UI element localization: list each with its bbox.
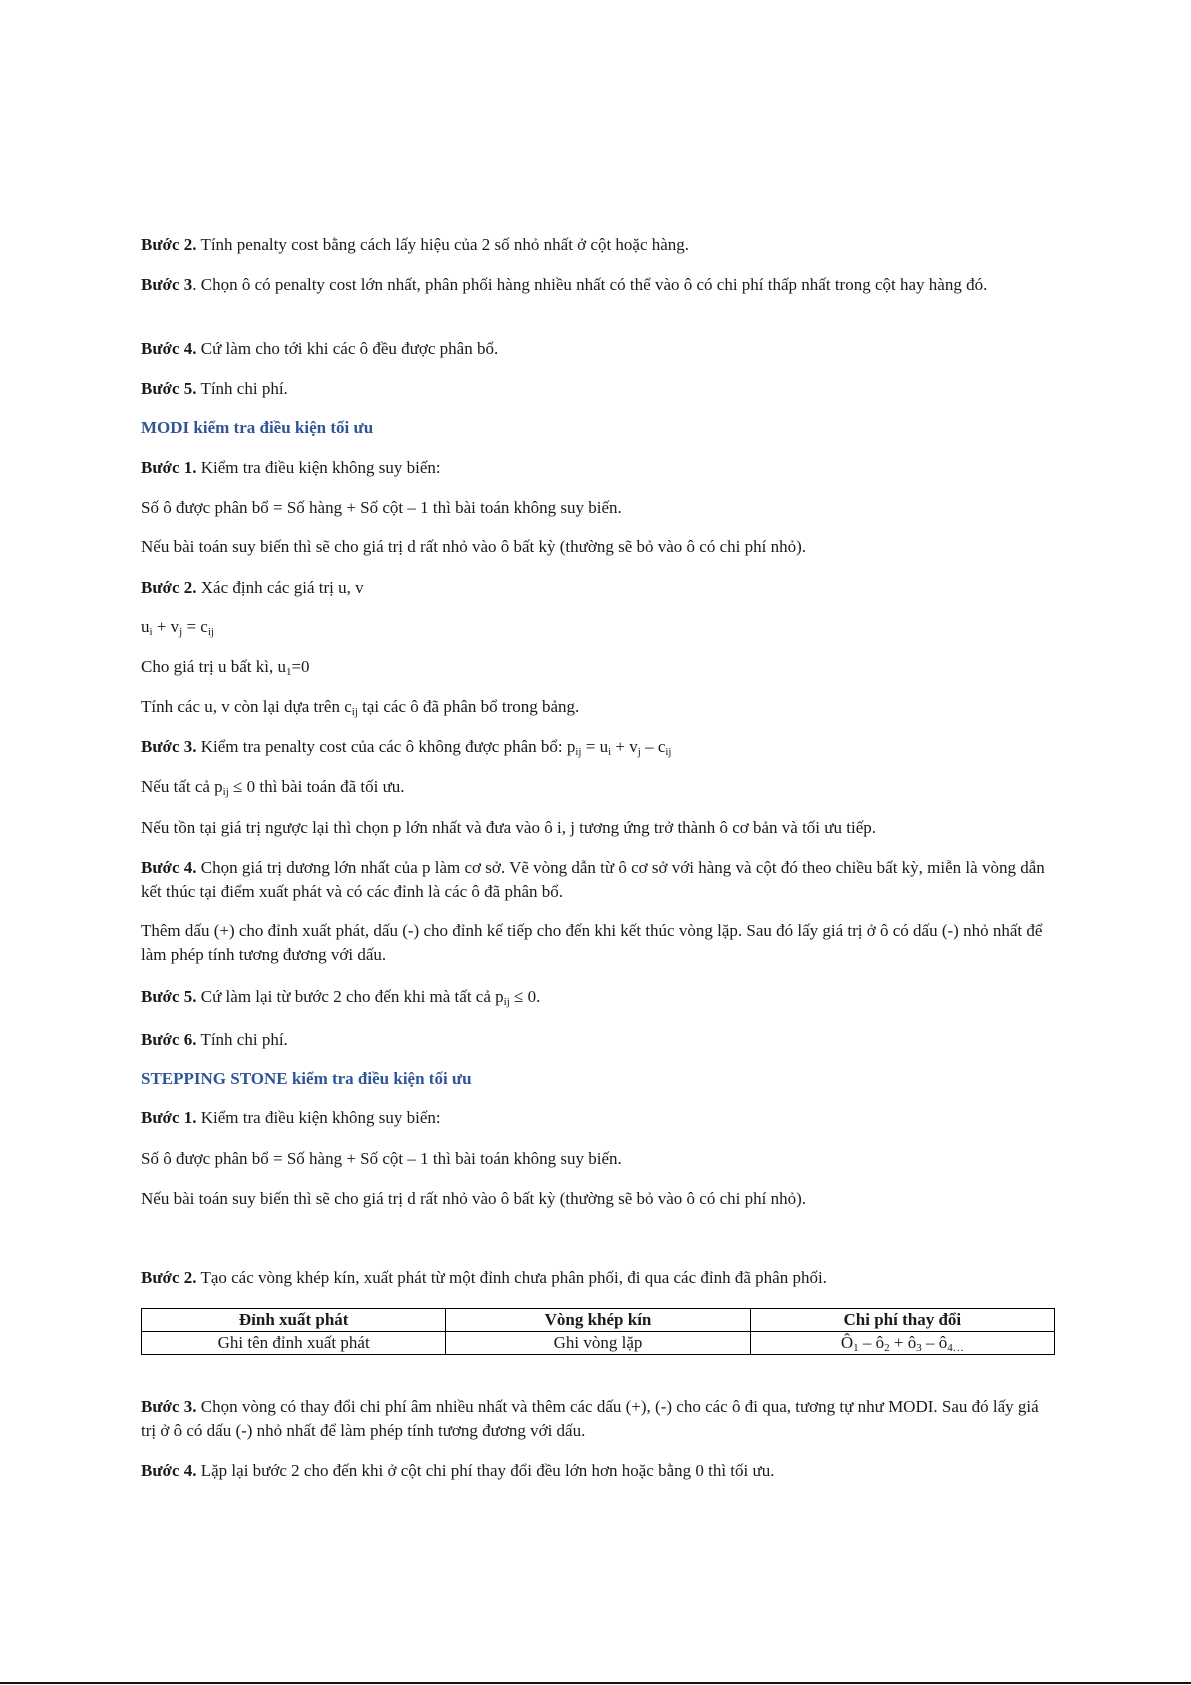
modi-step-1 [141, 456, 1055, 480]
stepping-step-3 [141, 1395, 1055, 1443]
modi-step-5 [141, 985, 1055, 1009]
step-label: Bước 4. [141, 1461, 197, 1480]
subscript: 1 [853, 1342, 859, 1355]
subscript: 1 [285, 666, 292, 678]
step-text: Chọn vòng có thay đổi chi phí âm nhiều nhất và thêm các dấu (+), (-) cho các ô đi qua, tương tự như MODI. Sau đó lấy giá trị ở ô có dấu (-) nhỏ nhất để làm phép tính tương đương với dấu. [141, 1397, 1039, 1440]
text: ≤ 0 thì bài toán đã tối ưu. [228, 777, 405, 796]
subscript: j [637, 746, 641, 758]
step-label: Bước 2. [141, 235, 197, 254]
text: ≤ 0. [509, 987, 541, 1006]
modi-exists: Nếu tồn tại giá trị ngược lại thì chọn p lớn nhất và đưa vào ô i, j tương ứng trở thành ô cơ bản và tối ưu tiếp. [141, 818, 876, 837]
subscript: 2 [884, 1342, 890, 1355]
modi-degenerate-rule: Nếu bài toán suy biến thì sẽ cho giá trị d rất nhỏ vào ô bất kỳ (thường sẽ bỏ vào ô có chi phí nhỏ). [141, 537, 807, 556]
step-label: Bước 1. [141, 458, 197, 477]
modi-compute-uv [141, 695, 1055, 719]
subscript: ij [575, 746, 582, 758]
text: tại các ô đã phân bổ trong bảng. [357, 697, 580, 716]
subscript: ij [503, 996, 510, 1008]
step-text: Cứ làm lại từ bước 2 cho đến khi mà tất cả p [196, 987, 504, 1006]
step-text: Tính chi phí. [196, 1030, 288, 1049]
stepping-step-1 [141, 1106, 1055, 1130]
step-label: Bước 3. [141, 737, 197, 756]
stepping-count-rule: Số ô được phân bổ = Số hàng + Số cột – 1 thì bài toán không suy biến. [141, 1149, 622, 1168]
step-text: Tính chi phí. [196, 379, 288, 398]
stepping-degenerate-rule: Nếu bài toán suy biến thì sẽ cho giá trị d rất nhỏ vào ô bất kỳ (thường sẽ bỏ vào ô có chi phí nhỏ). [141, 1189, 807, 1208]
step-text: Cứ làm cho tới khi các ô đều được phân bổ. [196, 339, 499, 358]
step-text: Lặp lại bước 2 cho đến khi ở cột chi phí thay đổi đều lớn hơn hoặc bằng 0 thì tối ưu. [196, 1461, 775, 1480]
step-label: Bước 5. [141, 987, 197, 1006]
formula-part: + v [152, 617, 180, 636]
step-text: Tạo các vòng khép kín, xuất phát từ một đỉnh chưa phân phối, đi qua các đỉnh đã phân phối. [196, 1268, 827, 1287]
stepping-table [141, 1308, 1055, 1355]
cell-cost-change [750, 1332, 1054, 1355]
step-text: Tính penalty cost bằng cách lấy hiệu của 2 số nhỏ nhất ở cột hoặc hàng. [196, 235, 690, 254]
step-text: Kiểm tra điều kiện không suy biến: [196, 1108, 441, 1127]
step-text: . Chọn ô có penalty cost lớn nhất, phân phối hàng nhiều nhất có thể vào ô có chi phí thấp nhất trong cột hay hàng đó. [192, 275, 988, 294]
header-closed-loop: Vòng khép kín [446, 1309, 750, 1332]
step-label: Bước 4. [141, 858, 197, 877]
vam-step-2 [141, 233, 1055, 257]
text: Tính các u, v còn lại dựa trên c [141, 697, 352, 716]
subscript: i [608, 746, 612, 758]
modi-choose-u [141, 655, 1055, 679]
modi-all-p [141, 775, 1055, 799]
cell-closed-loop: Ghi vòng lặp [446, 1332, 750, 1355]
step-text: Kiểm tra điều kiện không suy biến: [196, 458, 441, 477]
modi-step-6 [141, 1028, 1055, 1052]
formula-part: u [141, 617, 150, 636]
formula-part: + v [611, 737, 638, 756]
subscript: ij [222, 786, 229, 798]
vam-step-4 [141, 337, 1055, 361]
step-text: Kiểm tra penalty cost của các ô không được phân bổ: p [196, 737, 576, 756]
subscript: ij [207, 626, 214, 638]
text: Cho giá trị u bất kì, u [141, 657, 286, 676]
formula-part: – c [640, 737, 666, 756]
stepping-step-2 [141, 1266, 1055, 1290]
header-cost-change: Chi phí thay đổi [750, 1309, 1054, 1332]
step-label: Bước 3 [141, 275, 193, 294]
document-page [141, 0, 1055, 1685]
stepping-heading: STEPPING STONE kiểm tra điều kiện tối ưu [141, 1069, 472, 1088]
step-label: Bước 2. [141, 578, 197, 597]
step-label: Bước 4. [141, 339, 197, 358]
modi-step-4 [141, 856, 1055, 904]
modi-formula [141, 615, 1055, 639]
text: Nếu tất cả p [141, 777, 223, 796]
formula-part: + ô [889, 1333, 917, 1353]
modi-step-2 [141, 576, 1055, 600]
vam-step-3 [141, 273, 1055, 297]
text: =0 [291, 657, 310, 676]
step-text: Chọn giá trị dương lớn nhất của p làm cơ sở. Vẽ vòng dẫn từ ô cơ sở với hàng và cột đó theo chiều bất kỳ, miễn là vòng dẫn kết thúc tại điểm xuất phát và có các đỉnh là các ô đã phân bổ. [141, 858, 1045, 901]
step-label: Bước 1. [141, 1108, 197, 1127]
footer-rule [0, 1682, 1191, 1684]
subscript: j [179, 626, 183, 638]
header-start-vertex: Đỉnh xuất phát [142, 1309, 446, 1332]
step-label: Bước 5. [141, 379, 197, 398]
formula-part: = c [182, 617, 208, 636]
table-row [142, 1332, 1055, 1355]
subscript: ij [351, 706, 358, 718]
subscript: ij [665, 746, 672, 758]
step-label: Bước 2. [141, 1268, 197, 1287]
modi-signs: Thêm dấu (+) cho đỉnh xuất phát, dấu (-) cho đỉnh kế tiếp cho đến khi kết thúc vòng lặp. Sau đó lấy giá trị ở ô có dấu (-) nhỏ nhất để làm phép tính tương đương với dấu. [141, 921, 1043, 964]
cell-start-vertex: Ghi tên đỉnh xuất phát [142, 1332, 446, 1355]
formula-part: = u [581, 737, 609, 756]
step-text: Xác định các giá trị u, v [196, 578, 364, 597]
step-label: Bước 6. [141, 1030, 197, 1049]
modi-step-3 [141, 735, 1055, 759]
formula-part: Ô [840, 1333, 854, 1353]
vam-step-5 [141, 377, 1055, 401]
stepping-step-4 [141, 1459, 1055, 1483]
formula-part: – ô [858, 1333, 885, 1353]
formula-part: – ô [921, 1333, 948, 1353]
step-label: Bước 3. [141, 1397, 197, 1416]
subscript: 3 [916, 1342, 922, 1355]
modi-heading: MODI kiểm tra điều kiện tối ưu [141, 418, 374, 437]
subscript: 4… [947, 1342, 964, 1355]
table-header-row [142, 1309, 1055, 1332]
subscript: i [149, 626, 153, 638]
modi-count-rule: Số ô được phân bổ = Số hàng + Số cột – 1 thì bài toán không suy biến. [141, 498, 622, 517]
